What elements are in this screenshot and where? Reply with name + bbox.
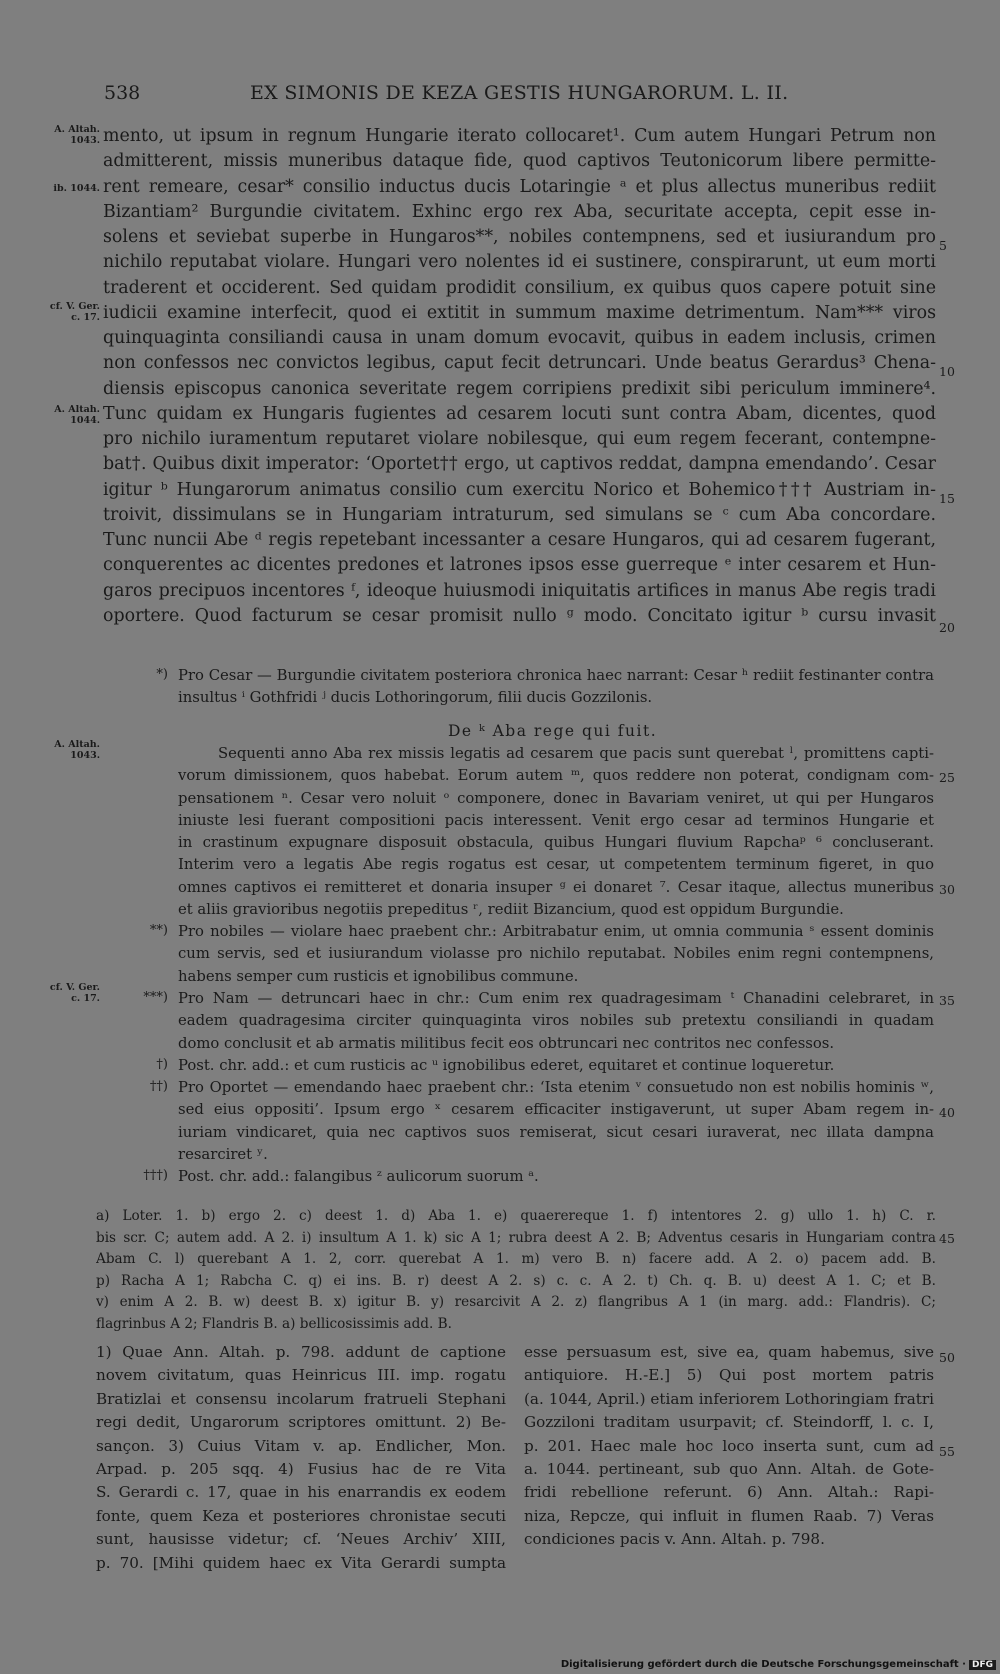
footnote-dagger [178, 1055, 934, 1077]
line-number: 50 [939, 1350, 955, 1365]
indented-block [178, 743, 934, 921]
note-line: esse persuasum est, sive ea, quam habemus, sive [524, 1343, 934, 1361]
indented-line: iniuste lesi fuerant compositioni pacis interessent. Venit ergo cesar ad terminos Hungarie et [178, 811, 934, 829]
footnote-line: Pro Oportet — emendando haec praebent chr.: ‘Ista etenim ᵛ consuetudo non est nobilis hominis ʷ, [178, 1079, 934, 1096]
side-note: A. Altah. 1043. [54, 124, 100, 146]
footnote-line: iuriam vindicaret, quia nec captivos suos remiserat, sicut cesari iuraverat, nec illata dampna [178, 1123, 934, 1141]
side-note: ib. 1044. [53, 183, 100, 194]
critical-apparatus [96, 1206, 936, 1335]
text-line: conquerentes ac dicentes predones et latrones ipsos esse guerreque ᵉ inter cesarem et Hun- [103, 555, 936, 576]
line-number: 15 [939, 491, 955, 506]
side-note: cf. V. Ger. c. 17. [49, 982, 100, 1004]
line-number: 25 [939, 770, 955, 785]
footnote-mark: *) [156, 667, 168, 682]
apparatus-line: v) enim A 2. B. w) deest B. x) igitur B. y) resarcivit A 2. z) flangribus A 1 (in marg. add.: Flandris). C; [96, 1294, 936, 1310]
text-line: iudicii examine interfecit, quod ei extitit in summum maxime detrimentum. Nam*** viros [103, 302, 936, 323]
text-line: garos precipuos incentores ᶠ, ideoque huiusmodi iniquitatis artifices in manus Abe regis tradi [103, 580, 936, 601]
text-line: solens et seviebat superbe in Hungaros**, nobiles contempnens, sed et iusiurandum pro [103, 227, 936, 247]
text-line: nichilo reputabat violare. Hungari vero nolentes id ei sustinere, conspirarunt, ut eum morti [103, 252, 936, 273]
text-line: igitur ᵇ Hungarorum animatus consilio cum exercitu Norico et Bohemico††† Austriam in- [103, 479, 936, 500]
funding-text: Digitalisierung gefördert durch die Deutsche Forschungsgemeinschaft · [560, 1659, 966, 1670]
text-line: oportere. Quod facturum se cesar promisit nullo ᵍ modo. Concitato igitur ᵇ cursu invasit [103, 605, 936, 626]
side-note: A. Altah. 1044. [54, 404, 100, 426]
notes-right-column [524, 1341, 934, 1552]
notes-left-column [96, 1341, 506, 1575]
text-line: mento, ut ipsum in regnum Hungarie iterato collocaret¹. Cum autem Hungari Petrum non [103, 126, 936, 146]
footnote-line: Pro Cesar — Burgundie civitatem posteriora chronica haec narrant: Cesar ʰ rediit festinanter contra [178, 667, 934, 684]
text-line: diensis episcopus canonica severitate regem corripiens predixit sibi periculum imminere⁴. [103, 378, 936, 399]
note-line: condiciones pacis v. Ann. Altah. p. 798. [524, 1530, 825, 1549]
indented-line: vorum dimissionem, quos habebat. Eorum autem ᵐ, quos reddere non poterat, condignam com- [178, 767, 934, 785]
footnote-mark: ††) [149, 1079, 168, 1094]
line-number: 20 [939, 620, 955, 635]
footnote-line: eadem quadragesima circiter quinquaginta viros nobiles sub pretextu consiliandi in quadam [178, 1012, 934, 1030]
footnote-mark: †) [156, 1057, 168, 1072]
note-line: antiquiore. H.-E.] 5) Qui post mortem patris [524, 1366, 934, 1385]
line-number: 5 [939, 238, 947, 253]
apparatus-line: bis scr. C; autem add. A 2. i) insultum A 1. k) sic A 1; rubra deest A 2. B; Adventus cesaris in Hungariam contra [96, 1229, 936, 1246]
side-note: A. Altah. 1043. [54, 739, 100, 761]
note-line: niza, Repcze, qui influit in flumen Raab. 7) Veras [524, 1506, 934, 1525]
indented-line: Sequenti anno Aba rex missis legatis ad cesarem que pacis sunt querebat ˡ, promittens capti- [218, 745, 934, 762]
funding-footer [561, 1659, 996, 1670]
footnote-mark: †††) [143, 1168, 168, 1183]
text-line: Tunc nuncii Abe ᵈ regis repetebant incessanter a cesare Hungaros, qui ad cesarem fugerant, [103, 530, 936, 550]
footnote-mark: **) [149, 923, 168, 938]
line-number: 10 [939, 364, 955, 379]
indented-line: pensationem ⁿ. Cesar vero noluit ᵒ componere, donec in Bavariam veniret, ut qui per Hungaros [178, 789, 934, 807]
indented-line: Interim vero a legatis Abe regis rogatus est cesar, ut competentem terminum figeret, in quo [178, 856, 934, 874]
note-line: p. 70. [Mihi quidem haec ex Vita Gerardi sumpta [96, 1553, 506, 1572]
footnote-line: insultus ⁱ Gothfridi ʲ ducis Lothoringorum, filii ducis Gozzilonis. [178, 689, 653, 707]
note-line: novem civitatum, quas Heinricus III. imp. rogatu [96, 1366, 506, 1385]
note-line: sançon. 3) Cuius Vitam v. ap. Endlicher, Mon. [96, 1436, 506, 1455]
text-line: pro nichilo iuramentum reputaret violare nobilesque, qui eum regem fecerant, contempne- [103, 429, 936, 449]
line-number: 35 [939, 993, 955, 1008]
footnote-line: Post. chr. add.: falangibus ᶻ aulicorum suorum ᵃ. [178, 1168, 539, 1185]
apparatus-line: Abam C. l) querebant A 1. 2, corr. querebat A 1. m) vero B. n) facere add. A 2. o) pacem add. B. [96, 1251, 936, 1267]
indented-line: in crastinum expugnare disposuit obstacula, quibus Hungari fluvium Rapchaᵖ ⁶ concluserant. [178, 834, 934, 852]
footnote-star [178, 665, 934, 710]
note-line: S. Gerardi c. 17, quae in his enarrandis ex eodem [96, 1483, 506, 1502]
footnote-line: Pro Nam — detruncari haec in chr.: Cum enim rex quadragesimam ᵗ Chanadini celebraret, in [178, 990, 934, 1007]
text-line: admitterent, missis muneribus dataque fide, quod captivos Teutonicorum libere permitte- [103, 151, 936, 172]
text-line: quinquaginta consiliandi causa in unam domum evocavit, quibus in eadem inclusis, crimen [103, 328, 936, 348]
footnote-triple-star [178, 988, 934, 1055]
dfg-logo: DFG [969, 1660, 996, 1670]
line-number: 55 [939, 1444, 955, 1459]
note-line: 1) Quae Ann. Altah. p. 798. addunt de captione [96, 1343, 506, 1361]
apparatus-line: a) Loter. 1. b) ergo 2. c) deest 1. d) Aba 1. e) quaerereque 1. f) intentores 2. g) ullo 1. h) C. r. [96, 1208, 936, 1224]
footnote-line: cum servis, sed et iusiurandum violasse pro nichilo reputabat. Nobiles enim regni contempnens, [178, 945, 934, 963]
apparatus-line: p) Racha A 1; Rabcha C. q) ei ins. B. r) deest A 2. s) c. c. A 2. t) Ch. q. B. u) deest A 1. C; et B. [96, 1272, 936, 1289]
note-line: (a. 1044, April.) etiam inferiorem Lothoringiam fratri [524, 1389, 934, 1408]
indented-line: omnes captivos ei remitteret et donaria insuper ᵍ ei donaret ⁷. Cesar itaque, allectus muneribus [178, 878, 934, 896]
main-text [103, 124, 936, 629]
apparatus-line: flagrinbus A 2; Flandris B. a) bellicosissimis add. B. [96, 1315, 452, 1332]
footnote-mark: ***) [143, 990, 168, 1005]
text-line: traderent et occiderent. Sed quidam prodidit consilium, ex quibus quos capere potuit sine [103, 277, 936, 298]
note-line: regi dedit, Ungarorum scriptores omittunt. 2) Be- [96, 1413, 506, 1432]
text-line: Bizantiam² Burgundie civitatem. Exhinc ergo rex Aba, securitate accepta, cepit esse in- [103, 201, 936, 222]
text-line: Tunc quidam ex Hungaris fugientes ad cesarem locuti sunt contra Abam, dicentes, quod [103, 403, 936, 424]
line-number: 45 [939, 1231, 955, 1246]
line-number: 30 [939, 882, 955, 897]
text-line: troivit, dissimulans se in Hungariam intraturum, sed simulans se ᶜ cum Aba concordare. [103, 504, 936, 525]
side-note: cf. V. Ger. c. 17. [49, 301, 100, 323]
footnote-triple-dagger [178, 1166, 934, 1188]
note-line: sunt, hausisse videtur; cf. ‘Neues Archiv’ XIII, [96, 1530, 506, 1549]
footnote-line: sed eius oppositi’. Ipsum ergo ˣ cesarem efficaciter instigaverunt, ut super Abam regem in- [178, 1101, 934, 1119]
footnote-double-star [178, 921, 934, 988]
section-heading: De ᵏ Aba rege qui fuit. [448, 722, 658, 740]
footnote-double-dagger [178, 1077, 934, 1166]
note-line: a. 1044. pertineant, sub quo Ann. Altah. de Gote- [524, 1459, 934, 1478]
note-line: Arpad. p. 205 sqq. 4) Fusius hac de re Vita [96, 1459, 506, 1478]
text-line: bat†. Quibus dixit imperator: ‘Oportet†† ergo, ut captivos reddat, dampna emendando’. Cesar [103, 454, 936, 475]
footnote-line: Pro nobiles — violare haec praebent chr.: Arbitrabatur enim, ut omnia communia ˢ essent dominis [178, 923, 934, 940]
line-number: 40 [939, 1105, 955, 1120]
running-header [0, 82, 1000, 112]
note-line: fonte, quem Keza et posteriores chronistae secuti [96, 1506, 506, 1525]
footnote-line: domo conclusit et ab armatis militibus fecit eos obtruncari nec contritos nec confessos. [178, 1034, 835, 1052]
footnote-line: resarciret ʸ. [178, 1145, 268, 1163]
note-line: p. 201. Haec male hoc loco inserta sunt, cum ad [524, 1436, 934, 1455]
footnote-line: habens semper cum rusticis et ignobilibus commune. [178, 967, 579, 985]
note-line: fridi rebellione referunt. 6) Ann. Altah.: Rapi- [524, 1483, 934, 1502]
footnote-line: Post. chr. add.: et cum rusticis ac ᵘ ignobilibus ederet, equitaret et continue loqueretur. [178, 1057, 835, 1074]
page-number: 538 [104, 82, 141, 104]
indented-line: et aliis gravioribus negotiis prepeditus ʳ, rediit Bizancium, quod est oppidum Burgundie. [178, 901, 844, 919]
note-line: Bratizlai et consensu incolarum fratrueli Stephani [96, 1389, 506, 1408]
text-line: non confessos nec convictos legibus, caput fecit detruncari. Unde beatus Gerardus³ Chena- [103, 353, 936, 374]
note-line: Gozziloni traditam usurpavit; cf. Steindorff, l. c. I, [524, 1413, 934, 1432]
text-line: rent remeare, cesar* consilio inductus ducis Lotaringie ᵃ et plus allectus muneribus rediit [103, 176, 936, 197]
running-title: EX SIMONIS DE KEZA GESTIS HUNGARORUM. L. II. [250, 82, 789, 104]
